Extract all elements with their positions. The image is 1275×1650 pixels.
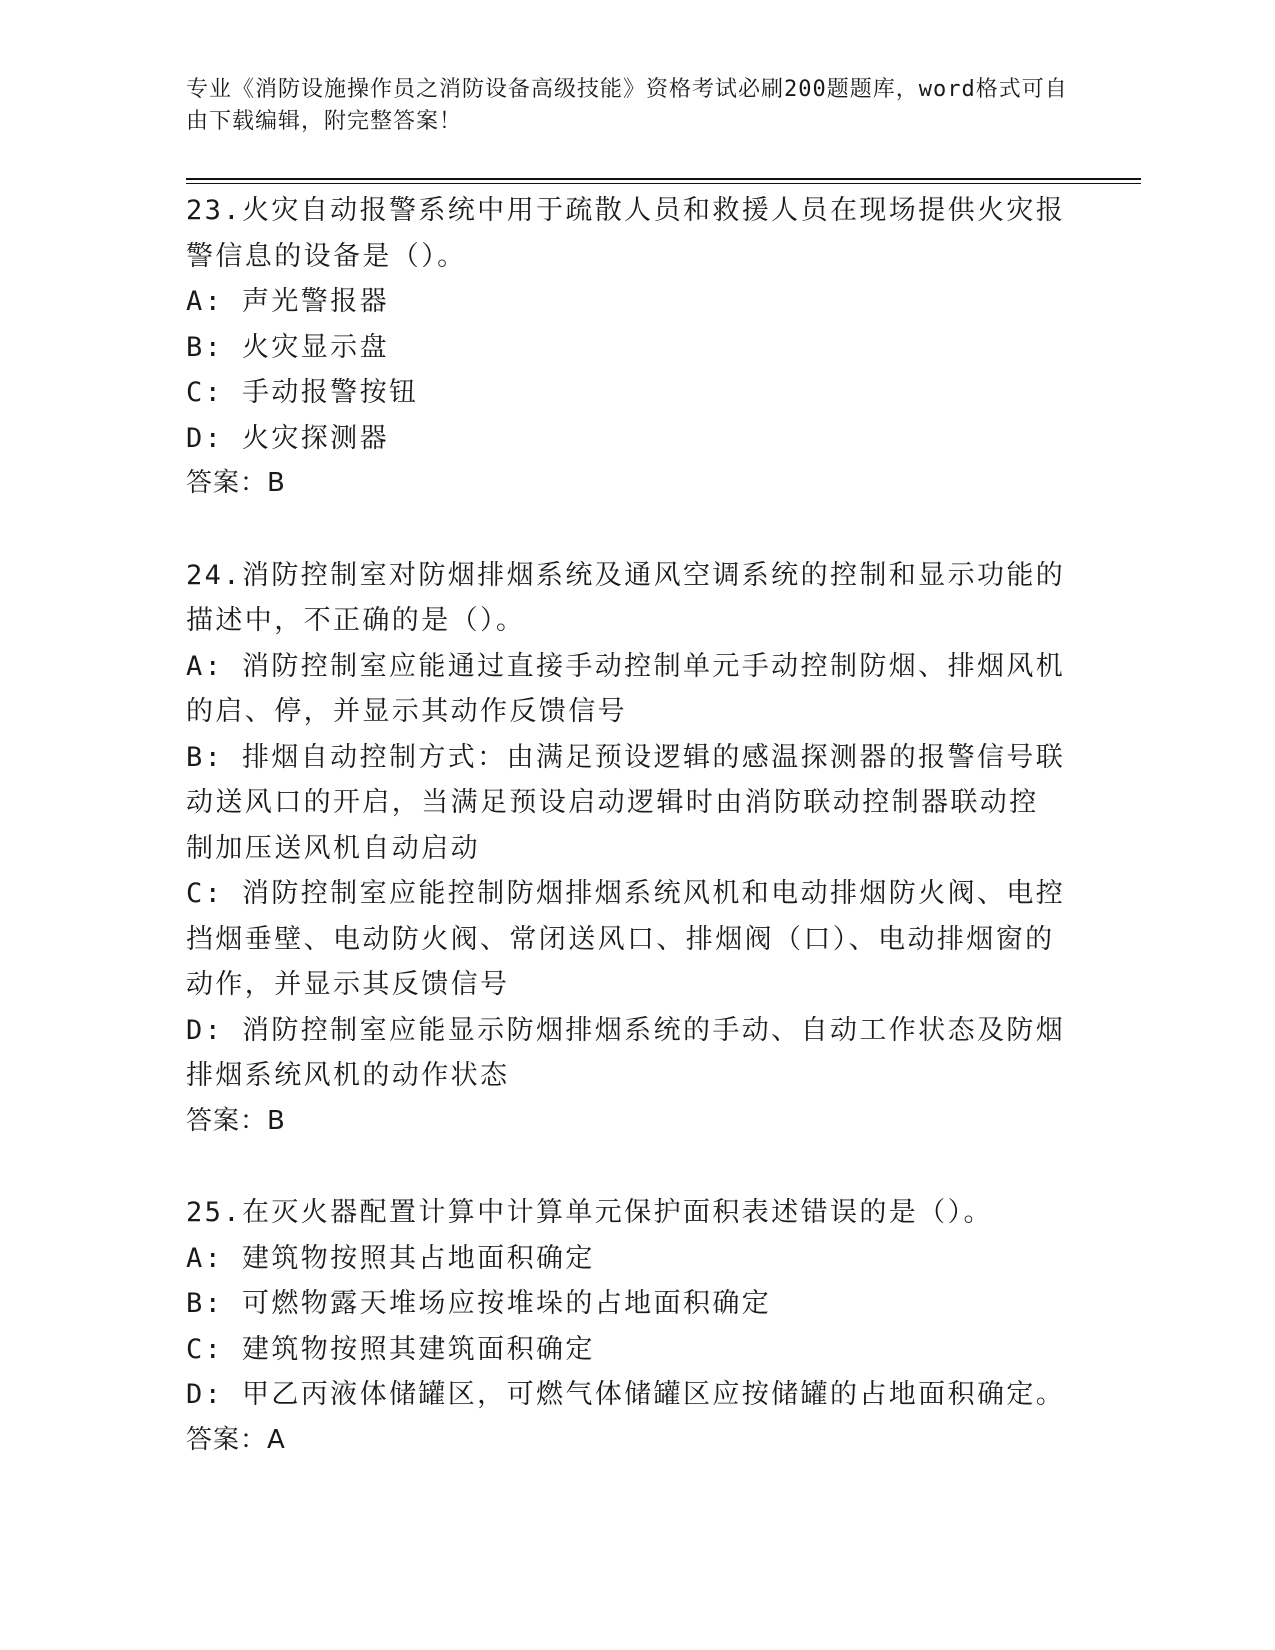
option-c: C: 消防控制室应能控制防烟排烟系统风机和电动排烟防火阀、电控挡烟垂壁、电动防火阀、常闭送风口、排烟阀（口）、电动排烟窗的动作，并显示其反馈信号 [186, 878, 1066, 1000]
document-header: 专业《消防设施操作员之消防设备高级技能》资格考试必刷200题题库，word格式可自由下载编辑，附完整答案！ [186, 77, 1068, 134]
option-a: A: 建筑物按照其占地面积确定 [186, 1242, 595, 1274]
question-stem: 25.在灭火器配置计算中计算单元保护面积表述错误的是（）。 [186, 1197, 993, 1228]
header-divider-thin [186, 183, 1141, 184]
question-item [186, 553, 1066, 1145]
question-item [186, 188, 1066, 507]
answer-line: 答案：A [186, 1424, 286, 1455]
option-c: C: 建筑物按照其建筑面积确定 [186, 1333, 595, 1365]
option-b: B: 可燃物露天堆场应按堆垛的占地面积确定 [186, 1288, 772, 1319]
question-stem: 23.火灾自动报警系统中用于疏散人员和救援人员在现场提供火灾报警信息的设备是（）。 [186, 195, 1066, 272]
option-d: D: 火灾探测器 [186, 422, 389, 454]
option-a: A: 消防控制室应能通过直接手动控制单元手动控制防烟、排烟风机的启、停，并显示其动作反馈信号 [186, 650, 1066, 727]
answer-line: 答案：B [186, 1105, 286, 1136]
header-divider-thick [186, 178, 1141, 180]
option-b: B: 火灾显示盘 [186, 331, 389, 363]
option-d: D: 消防控制室应能显示防烟排烟系统的手动、自动工作状态及防烟排烟系统风机的动作状态 [186, 1014, 1066, 1091]
option-a: A: 声光警报器 [186, 286, 389, 317]
answer-line: 答案：B [186, 468, 286, 498]
question-list [186, 188, 1066, 1509]
question-stem: 24.消防控制室对防烟排烟系统及通风空调系统的控制和显示功能的描述中，不正确的是（）。 [186, 559, 1066, 636]
question-item [186, 1190, 1066, 1463]
option-b: B: 排烟自动控制方式：由满足预设逻辑的感温探测器的报警信号联动送风口的开启，当满足预设启动逻辑时由消防联动控制器联动控制加压送风机自动启动 [186, 741, 1066, 864]
option-c: C: 手动报警按钮 [186, 377, 419, 408]
option-d: D: 甲乙丙液体储罐区，可燃气体储罐区应按储罐的占地面积确定。 [186, 1379, 1066, 1410]
